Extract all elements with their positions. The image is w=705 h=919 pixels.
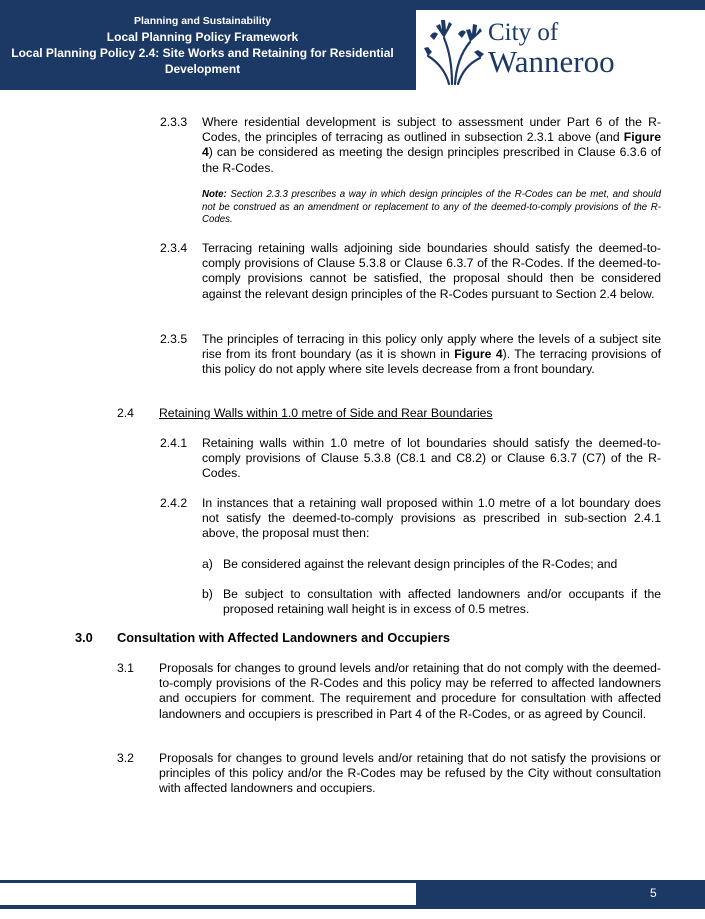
logo-wanneroo: Wanneroo bbox=[488, 44, 615, 79]
header-title-block bbox=[0, 14, 405, 77]
list-item: Be subject to consultation with affected landowners and/or occupants if the proposed retaining wall height is in excess of 0.5 metres. bbox=[223, 587, 661, 617]
kangaroo-paw-icon bbox=[422, 12, 486, 86]
note-label: Note: bbox=[202, 189, 227, 200]
list-label: b) bbox=[202, 587, 213, 601]
clause-note bbox=[202, 189, 661, 227]
list-label: a) bbox=[202, 557, 213, 571]
clause-number: 2.3.4 bbox=[160, 241, 188, 255]
header-policy-title: Local Planning Policy 2.4: Site Works and Retaining for Residential bbox=[11, 46, 394, 60]
header-department: Planning and Sustainability bbox=[133, 15, 272, 27]
clause-2-4-2: In instances that a retaining wall proposed within 1.0 metre of a lot boundary does not satisfy the deemed-to-comply provisions as prescribed in sub-section 2.4.1 above, the proposal must then: bbox=[202, 496, 661, 541]
clause-text: ) can be considered as meeting the design principles prescribed in Clause 6.3.6 of the R-Codes. bbox=[202, 145, 661, 175]
figure-reference: Figure 4 bbox=[202, 130, 661, 160]
section-title: Retaining Walls within 1.0 metre of Side and Rear Boundaries bbox=[159, 406, 493, 420]
figure-reference: Figure 4 bbox=[454, 347, 503, 362]
clause-2-3-5 bbox=[202, 332, 661, 378]
clause-text: The principles of terracing in this policy only apply where the levels of a subject site rise from its front boundary (as it is shown in bbox=[202, 332, 661, 362]
clause-number: 2.3.3 bbox=[160, 115, 188, 129]
clause-number: 3.2 bbox=[117, 751, 134, 765]
footer-bar bbox=[416, 883, 705, 905]
page-number: 5 bbox=[650, 886, 657, 900]
footer-bottom-rule bbox=[0, 905, 705, 909]
clause-2-3-4: Terracing retaining walls adjoining side boundaries should satisfy the deemed-to-comply provisions of Clause 5.3.8 or Clause 6.3.7 of the R-Codes. If the deemed-to-comply provisions cannot be satisfied, the proposal should then be considered against the relevant design principles of the R-Codes pursuant to Section 2.4 below. bbox=[202, 241, 661, 301]
logo-city-of: City of bbox=[488, 19, 559, 46]
section-number: 2.4 bbox=[117, 406, 134, 420]
clause-2-3-3 bbox=[202, 115, 661, 176]
list-item: Be considered against the relevant design principles of the R-Codes; and bbox=[223, 557, 618, 571]
header-policy-title-cont: Development bbox=[164, 62, 241, 76]
clause-number: 3.1 bbox=[117, 661, 134, 675]
clause-text: Where residential development is subject to assessment under Part 6 of the R-Codes, the principles of terracing as outlined in subsection 2.3.1 above (and bbox=[202, 115, 661, 145]
city-logo bbox=[416, 10, 705, 90]
clause-text: ). The terracing provisions of this policy do not apply where site levels decrease from a front boundary. bbox=[202, 347, 662, 377]
clause-3-1: Proposals for changes to ground levels and/or retaining that do not comply with the deemed-to-comply provisions of the R-Codes and this policy may be referred to affected landowners and occupiers for comment. The requirement and procedure for consultation with affected landowners and occupiers is prescribed in Part 4 of the R-Codes, or as agreed by Council. bbox=[159, 661, 661, 721]
section-heading: Consultation with Affected Landowners and Occupiers bbox=[117, 630, 450, 645]
note-text: Section 2.3.3 prescribes a way in which design principles of the R-Codes can be met, and should not be construed as an amendment or replacement to any of the deemed-to-comply provisions of the R-Codes. bbox=[202, 189, 661, 226]
clause-number: 2.3.5 bbox=[160, 332, 188, 346]
clause-number: 2.4.1 bbox=[160, 436, 188, 450]
header-framework: Local Planning Policy Framework bbox=[106, 30, 299, 44]
clause-number: 2.4.2 bbox=[160, 496, 188, 510]
clause-2-4-1: Retaining walls within 1.0 metre of lot boundaries should satisfy the deemed-to-comply provisions of Clause 5.3.8 (C8.1 and C8.2) or Clause 6.3.7 (C7) of the R-Codes. bbox=[202, 436, 661, 481]
clause-3-2: Proposals for changes to ground levels and/or retaining that do not satisfy the provisions or principles of this policy and/or the R-Codes may be refused by the City without consultation with affected landowners and occupiers. bbox=[159, 751, 661, 796]
section-number: 3.0 bbox=[75, 630, 93, 645]
